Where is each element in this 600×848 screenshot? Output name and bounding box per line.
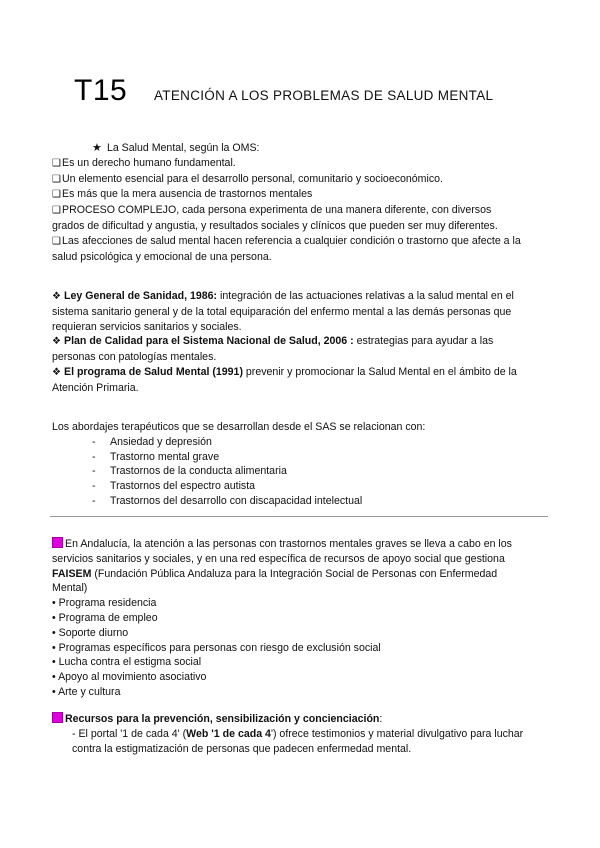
- list-item: - Trastorno mental grave: [92, 450, 220, 463]
- law-item: ❖ Plan de Calidad para el Sistema Nacional de Salud, 2006 : estrategias para ayudar a las: [52, 334, 517, 350]
- recursos-item-continuation: contra la estigmatización de personas que padecen enfermedad mental.: [72, 742, 412, 755]
- list-item: ❑Las afecciones de salud mental hacen referencia a cualquier condición o trastorno que afecte a la: [52, 234, 521, 250]
- andalucia-section: [52, 537, 512, 700]
- page-title: ATENCIÓN A LOS PROBLEMAS DE SALUD MENTAL: [154, 88, 494, 103]
- list-item: - Ansiedad y depresión: [92, 435, 212, 448]
- laws-section: [52, 289, 517, 396]
- checkbox-square-icon: ❑: [52, 235, 61, 247]
- oms-intro: ★ La Salud Mental, según la OMS:: [92, 142, 260, 154]
- diamond-bullet-icon: ❖: [52, 291, 61, 302]
- list-item: • Programa de empleo: [52, 611, 158, 624]
- law-item-continuation: sistema sanitario general y de la total equiparación del enfermo mental a las demás personas que: [52, 305, 512, 318]
- sas-intro: Los abordajes terapéuticos que se desarrollan desde el SAS se relacionan con:: [52, 421, 426, 433]
- recursos-section: [52, 712, 523, 756]
- topic-code: T15: [74, 74, 128, 107]
- diamond-bullet-icon: ❖: [52, 336, 61, 348]
- list-item: • Programa residencia: [52, 597, 157, 610]
- pink-square-icon: [52, 537, 63, 548]
- law-item-continuation: Atención Primaria.: [52, 381, 139, 394]
- paragraph-line: Mental): [52, 582, 88, 595]
- recursos-item: - El portal '1 de cada 4' (Web '1 de cada 4') ofrece testimonios y material divulgativo para luchar: [72, 727, 524, 740]
- checkbox-square-icon: ❑: [52, 205, 61, 217]
- law-item-continuation: requieran servicios sanitarios y sociales.: [52, 320, 242, 333]
- list-item-continuation: salud psicológica y emocional de una persona.: [52, 250, 272, 263]
- checkbox-square-icon: ❑: [52, 157, 61, 169]
- list-item: • Lucha contra el estigma social: [52, 656, 202, 669]
- pink-square-icon: [52, 712, 63, 723]
- list-item: • Programas específicos para personas con riesgo de exclusión social: [52, 641, 381, 654]
- sas-section: [52, 420, 425, 509]
- page-header: [74, 74, 494, 114]
- checkbox-square-icon: ❑: [52, 173, 61, 185]
- list-item-continuation: grados de dificultad y angustia, y resultados sociales y clínicos que pueden ser muy diferentes.: [52, 219, 498, 232]
- list-item: • Arte y cultura: [52, 685, 121, 698]
- checkbox-square-icon: ❑: [52, 189, 61, 201]
- list-item: - Trastornos del espectro autista: [92, 480, 256, 493]
- list-item: - Trastornos de la conducta alimentaria: [92, 465, 287, 478]
- list-item: ❑Es más que la mera ausencia de trastornos mentales: [52, 187, 521, 203]
- oms-section: [52, 141, 521, 264]
- law-item: ❖ Ley General de Sanidad, 1986: integración de las actuaciones relativas a la salud mental en el: [52, 289, 517, 305]
- list-item: ❑Un elemento esencial para el desarrollo personal, comunitario y socioeconómico.: [52, 172, 521, 188]
- andalucia-paragraph: En Andalucía, la atención a las personas con trastornos mentales graves se lleva a cabo en los: [52, 537, 512, 552]
- list-item: ❑PROCESO COMPLEJO, cada persona experimenta de una manera diferente, con diversos: [52, 203, 521, 219]
- diamond-bullet-icon: ❖: [52, 366, 61, 378]
- section-divider: [50, 516, 548, 517]
- law-item-continuation: personas con patologías mentales.: [52, 351, 217, 364]
- paragraph-line: FAISEM (Fundación Pública Andaluza para la Integración Social de Personas con Enfermedad: [52, 567, 498, 580]
- recursos-heading: Recursos para la prevención, sensibilización y concienciación:: [52, 712, 523, 727]
- list-item: ❑Es un derecho humano fundamental.: [52, 156, 521, 172]
- star-icon: ★: [92, 142, 102, 154]
- list-item: • Apoyo al movimiento asociativo: [52, 671, 207, 684]
- paragraph-line: servicios sanitarios y sociales, y en una red específica de recursos de apoyo social que gestiona: [52, 552, 505, 565]
- list-item: - Trastornos del desarrollo con discapacidad intelectual: [92, 494, 363, 507]
- law-item: ❖ El programa de Salud Mental (1991) prevenir y promocionar la Salud Mental en el ámbito de la: [52, 365, 517, 381]
- list-item: • Soporte diurno: [52, 626, 129, 639]
